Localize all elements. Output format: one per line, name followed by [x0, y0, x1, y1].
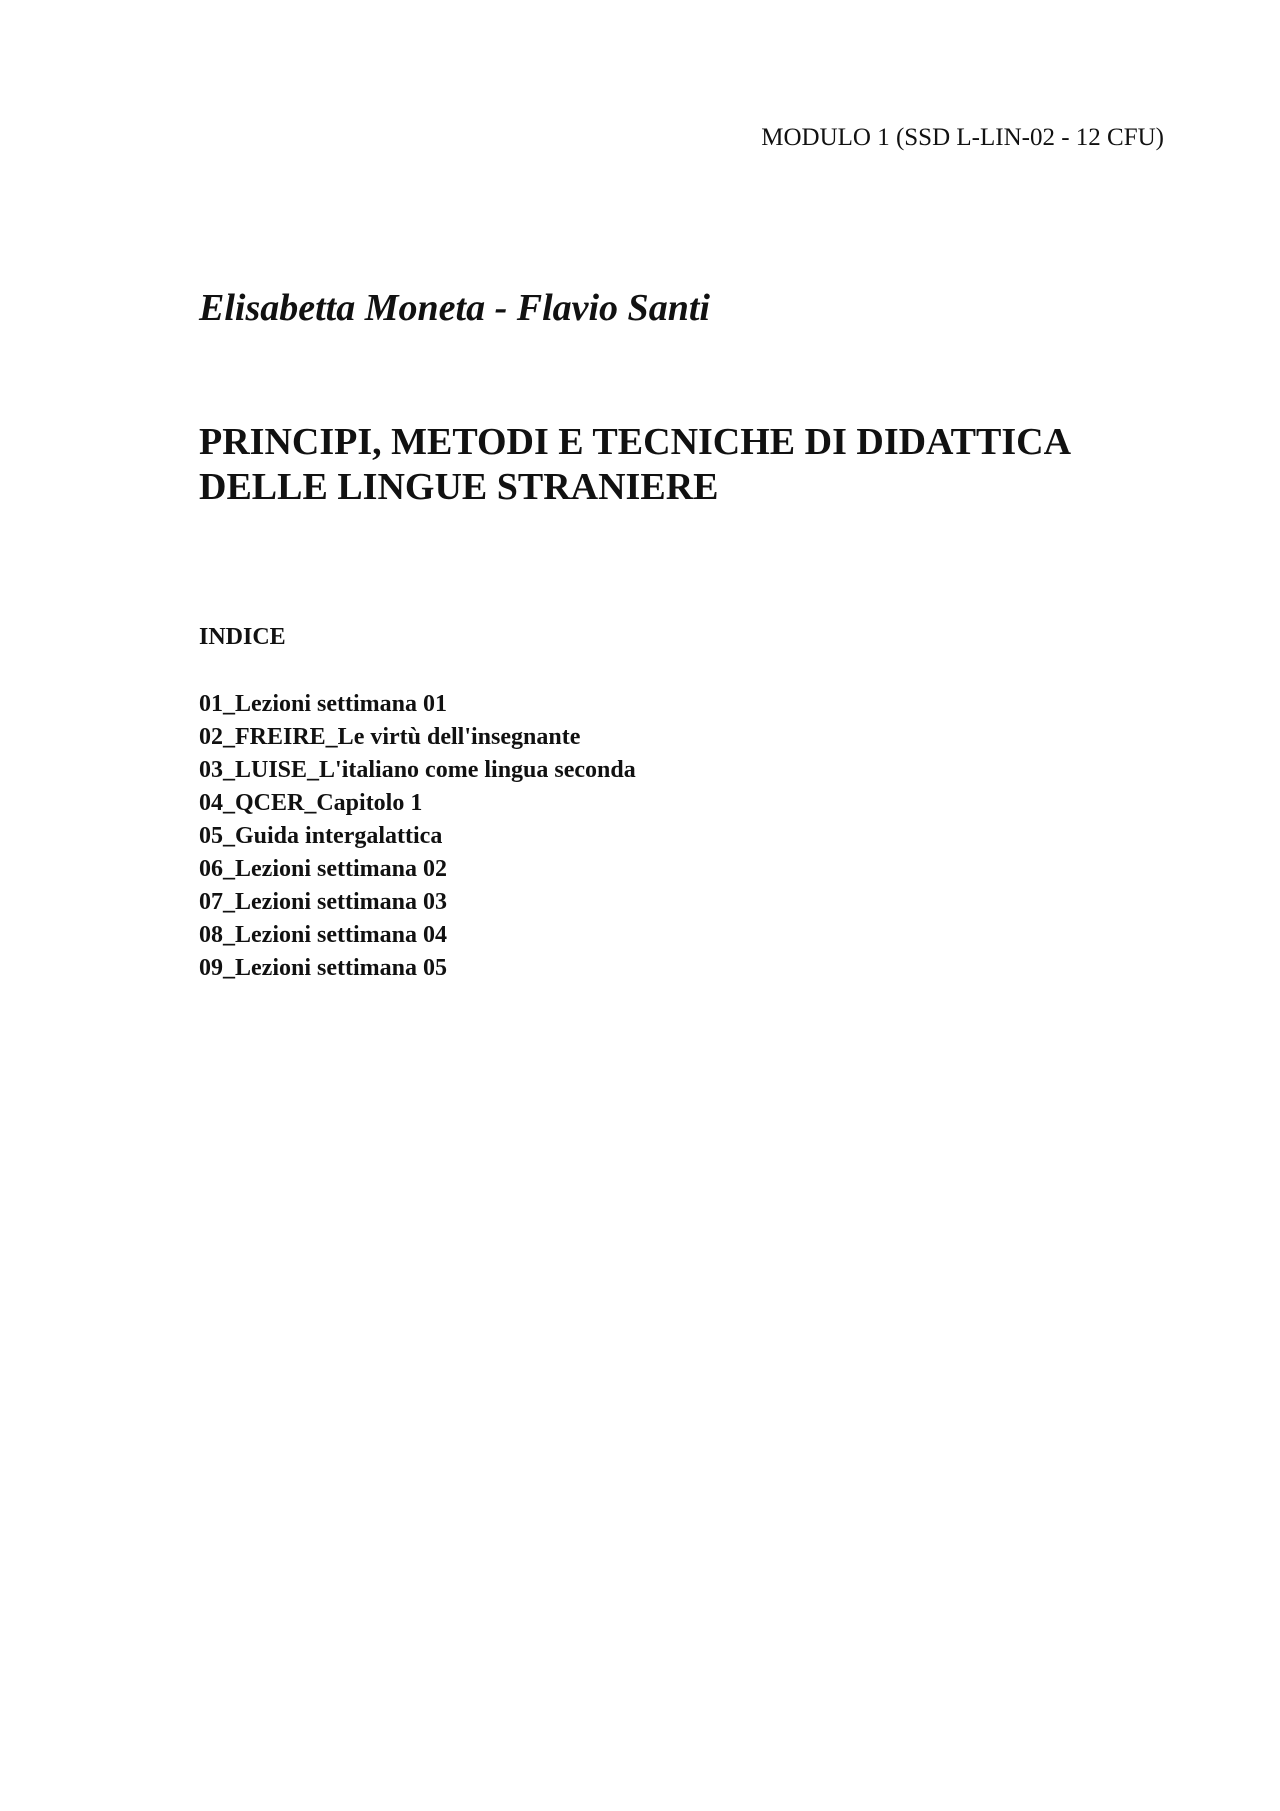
- index-item[interactable]: 09_Lezioni settimana 05: [199, 955, 447, 981]
- index-item[interactable]: 04_QCER_Capitolo 1: [199, 790, 423, 816]
- index-item[interactable]: 03_LUISE_L'italiano come lingua seconda: [199, 757, 636, 783]
- module-header: MODULO 1 (SSD L-LIN-02 - 12 CFU): [761, 124, 1164, 151]
- document-title: [199, 420, 1159, 510]
- index-item[interactable]: 05_Guida intergalattica: [199, 823, 443, 849]
- index-item[interactable]: 07_Lezioni settimana 03: [199, 889, 447, 915]
- index-list: [199, 688, 636, 985]
- index-item[interactable]: 01_Lezioni settimana 01: [199, 691, 447, 717]
- index-item[interactable]: 08_Lezioni settimana 04: [199, 922, 447, 948]
- index-heading: INDICE: [199, 624, 286, 650]
- document-title-line-1: PRINCIPI, METODI E TECNICHE DI DIDATTICA: [199, 421, 1072, 463]
- document-title-line-2: DELLE LINGUE STRANIERE: [199, 466, 719, 508]
- index-item[interactable]: 06_Lezioni settimana 02: [199, 856, 447, 882]
- authors: Elisabetta Moneta - Flavio Santi: [199, 287, 710, 329]
- index-item[interactable]: 02_FREIRE_Le virtù dell'insegnante: [199, 724, 581, 750]
